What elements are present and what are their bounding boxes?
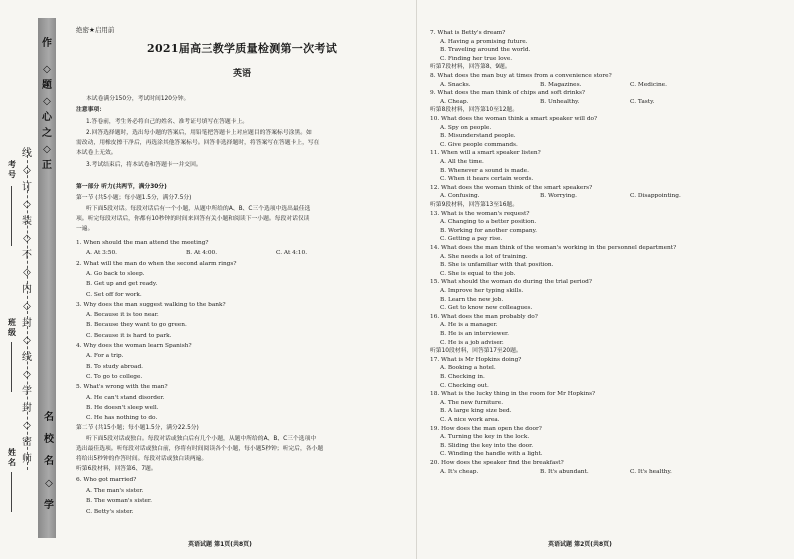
question-option: B. At 4:00. bbox=[186, 250, 218, 257]
binding-col-char: 封 bbox=[22, 403, 32, 414]
binding-col-char: 内 bbox=[22, 284, 32, 295]
question-option: B. Unhealthy. bbox=[540, 98, 580, 105]
question-stem: 13. What is the woman's request? bbox=[430, 210, 530, 217]
question-stem: 14. What does the man think of the woman's working in the personnel department? bbox=[430, 245, 677, 251]
exam-number-line bbox=[11, 186, 12, 246]
question-option: C. Getting a pay rise. bbox=[440, 236, 503, 243]
bar-label: 之 bbox=[42, 128, 52, 139]
question-stem: 20. How does the speaker find the breakfast? bbox=[430, 460, 564, 466]
question-option: B. A large king size bed. bbox=[440, 408, 512, 415]
question-option: C. A nice work area. bbox=[440, 417, 500, 423]
secret-mark: 绝密★启用前 bbox=[76, 26, 115, 34]
name-line bbox=[11, 472, 12, 512]
question-stem: 11. When will a smart speaker listen? bbox=[430, 150, 541, 157]
bar-label: 心 bbox=[42, 112, 52, 123]
question-stem: 18. What is the lucky thing in the room for Mr Hopkins? bbox=[430, 391, 596, 398]
listen-instruction: 听第6段材料，回答第6、7题。 bbox=[76, 466, 157, 472]
question-option: A. He is a manager. bbox=[440, 322, 498, 329]
question-stem: 12. What does the woman think of the smart speakers? bbox=[430, 184, 593, 191]
section2-desc: 听下面5段对话或独白。每段对话或独白后有几个小题，从题中所给的A、B、C三个选项中 bbox=[86, 436, 317, 442]
section2-desc: 将给出5秒钟的作答时间。每段对话或独白读两遍。 bbox=[76, 456, 208, 462]
field-label-class: 班级 bbox=[8, 318, 16, 337]
question-option: B. Worrying. bbox=[540, 193, 577, 200]
question-option: B. Get up and get ready. bbox=[86, 281, 158, 288]
question-option: A. The man's sister. bbox=[86, 487, 144, 494]
binding-col-char: 不 bbox=[22, 250, 32, 261]
question-option: C. Disappointing. bbox=[630, 193, 681, 200]
question-option: A. Having a promising future. bbox=[440, 38, 528, 45]
question-option: C. Set off for work. bbox=[86, 291, 142, 298]
question-stem: 3. Why does the man suggest walking to the bank? bbox=[76, 301, 226, 308]
question-option: B. She is unfamiliar with that position. bbox=[440, 262, 554, 269]
question-option: C. Betty's sister. bbox=[86, 508, 134, 515]
question-option: B. The woman's sister. bbox=[86, 498, 152, 504]
question-option: C. Finding her true love. bbox=[440, 55, 513, 62]
binding-col-char: 学 bbox=[22, 386, 32, 397]
question-option: A. All the time. bbox=[440, 159, 484, 165]
notes-heading: 注意事项： bbox=[76, 107, 105, 113]
question-stem: 1. When should the man attend the meeting? bbox=[76, 240, 209, 246]
bar-label: ◇ bbox=[43, 144, 51, 155]
exam-title: 2021届高三教学质量检测第一次考试 bbox=[146, 42, 337, 55]
binding-col-char: ◇ bbox=[23, 199, 31, 210]
question-option: A. The new furniture. bbox=[440, 399, 504, 406]
question-stem: 16. What does the man probably do? bbox=[430, 313, 538, 320]
note-line: 需改动，用橡皮擦干净后，再选涂其他答案标号。回答非选择题时，将答案写在答题卡上，写在 bbox=[76, 140, 320, 146]
binding-col-char: ◇ bbox=[23, 369, 31, 380]
question-option: B. Sliding the key into the door. bbox=[440, 442, 534, 449]
section2-heading: 第二节 (共15小题；每小题1.5分，满分22.5分) bbox=[76, 425, 199, 431]
question-stem: 19. How does the man open the door? bbox=[430, 425, 542, 432]
question-option: B. He doesn't sleep well. bbox=[86, 404, 159, 411]
bar-label: 作 bbox=[42, 38, 52, 49]
note-line: 1.答卷前，考生务必将自己的姓名、准考证号填写在答题卡上。 bbox=[86, 119, 249, 125]
bar-label: 名 bbox=[44, 412, 54, 423]
question-stem: 4. Why does the woman learn Spanish? bbox=[76, 343, 192, 349]
question-option: A. Go back to sleep. bbox=[86, 270, 145, 277]
binding-col-char: 线 bbox=[22, 352, 32, 363]
question-option: A. Cheap. bbox=[440, 98, 469, 105]
question-stem: 17. What is Mr Hopkins doing? bbox=[430, 356, 522, 363]
question-option: C. At 4:10. bbox=[276, 250, 308, 257]
question-option: C. To go to college. bbox=[86, 373, 143, 380]
question-stem: 15. What should the woman do during the trial period? bbox=[430, 279, 592, 286]
question-option: C. Give people commands. bbox=[440, 141, 518, 148]
question-option: B. Checking in. bbox=[440, 374, 485, 380]
bar-label: ◇ bbox=[45, 478, 53, 489]
binding-col-char: ◇ bbox=[23, 301, 31, 312]
question-option: A. Because it is too near. bbox=[86, 312, 159, 319]
question-option: C. He is a job adviser. bbox=[440, 339, 504, 346]
section1-heading: 第一节 (共5小题；每小题1.5分，满分7.5分) bbox=[76, 195, 192, 201]
question-stem: 8. What does the man buy at times from a convenience store? bbox=[430, 73, 612, 79]
question-option: A. Snacks. bbox=[440, 81, 471, 88]
bar-label: 学 bbox=[44, 500, 54, 511]
question-option: A. Spy on people. bbox=[440, 124, 492, 131]
question-option: A. Booking a hotel. bbox=[440, 365, 496, 372]
question-stem: 6. Who got married? bbox=[76, 477, 137, 483]
question-stem: 2. What will the man do when the second alarm rings? bbox=[76, 260, 237, 267]
question-option: B. Traveling around the world. bbox=[440, 47, 531, 54]
binding-col-char: 装 bbox=[22, 216, 32, 227]
question-option: A. Confusing. bbox=[440, 193, 480, 200]
class-line bbox=[11, 342, 12, 392]
intro-line: 本试卷满分150分，考试时间120分钟。 bbox=[86, 96, 190, 102]
note-line: 本试卷上无效。 bbox=[76, 150, 117, 156]
question-stem: 7. What is Betty's dream? bbox=[430, 30, 506, 36]
bar-label: ◇ bbox=[43, 64, 51, 75]
question-option: A. For a trip. bbox=[86, 353, 124, 360]
question-option: B. Because they want to go green. bbox=[86, 322, 187, 329]
question-stem: 10. What does the woman think a smart speaker will do? bbox=[430, 116, 598, 122]
question-option: C. When it hears certain words. bbox=[440, 176, 534, 183]
question-stem: 5. What's wrong with the man? bbox=[76, 384, 168, 391]
question-option: C. Winding the handle with a light. bbox=[440, 451, 543, 458]
question-option: C. Tasty. bbox=[630, 98, 655, 105]
question-option: A. She needs a lot of training. bbox=[440, 253, 528, 260]
footer-left: 英语试题 第1页(共8页) bbox=[188, 541, 252, 548]
note-line: 3.考试结束后，将本试卷和答题卡一并交回。 bbox=[86, 162, 202, 168]
bar-label: 校 bbox=[44, 434, 54, 445]
field-label-exam-number: 考号 bbox=[8, 160, 16, 179]
subject-title: 英语 bbox=[232, 69, 251, 79]
question-option: B. Learn the new job. bbox=[440, 296, 504, 303]
question-option: A. He can't stand disorder. bbox=[86, 394, 165, 401]
question-option: C. Medicine. bbox=[630, 81, 667, 88]
listen-instruction: 听第10段材料，回答第17至20题。 bbox=[430, 348, 522, 355]
section2-desc: 选出最佳选项。听每段对话或独白前，你将有时间阅读各个小题，每小题5秒钟；听完后，各小题 bbox=[76, 446, 324, 452]
bar-label: 名 bbox=[44, 456, 54, 467]
binding-col-char: 线 bbox=[22, 148, 32, 159]
listen-instruction: 听第7段材料，回答第8、9题。 bbox=[430, 64, 511, 71]
question-option: C. He has nothing to do. bbox=[86, 415, 158, 422]
note-line: 2.回答选择题时，选出每小题的答案后，用铅笔把答题卡上对应题目的答案标号涂黑。如 bbox=[86, 130, 312, 136]
binding-col-char: ◇ bbox=[23, 420, 31, 431]
binding-col-char: 订 bbox=[22, 182, 32, 193]
question-option: A. It's cheap. bbox=[440, 468, 479, 475]
listen-instruction: 听第8段材料，回答第10至12题。 bbox=[430, 107, 519, 114]
question-option: A. Changing to a better position. bbox=[440, 219, 537, 226]
section1-desc: 听下面5段对话。每段对话后有一个小题，从题中所给的A、B、C三个选项中选出最佳选 bbox=[86, 206, 311, 212]
question-option: A. Turning the key in the lock. bbox=[440, 434, 530, 441]
question-option: B. Working for another company. bbox=[440, 227, 537, 234]
question-option: C. Because it is hard to park. bbox=[86, 332, 172, 339]
field-label-name: 姓名 bbox=[8, 448, 16, 467]
question-option: C. It's healthy. bbox=[630, 468, 672, 475]
binding-col-char: ◇ bbox=[23, 165, 31, 176]
binding-col-char: ◇ bbox=[23, 267, 31, 278]
bar-label: 正 bbox=[42, 160, 52, 171]
section1-desc: 项。听完每段对话后，你都有10秒钟的时间来回答有关小题和阅读下一小题。每段对话仅读 bbox=[76, 216, 310, 222]
question-option: B. Magazines. bbox=[540, 81, 582, 88]
binding-col-char: 封 bbox=[22, 318, 32, 329]
footer-right: 英语试题 第2页(共8页) bbox=[548, 541, 612, 548]
question-option: C. Checking out. bbox=[440, 382, 489, 389]
question-option: B. Whenever a sound is made. bbox=[440, 167, 529, 174]
question-option: A. Improve her typing skills. bbox=[440, 288, 524, 294]
binding-col-char: 密 bbox=[22, 437, 32, 448]
question-option: B. It's abundant. bbox=[540, 468, 589, 475]
bar-label: ◇ bbox=[43, 96, 51, 107]
bar-label: 题 bbox=[42, 80, 52, 91]
listen-instruction: 听第9段材料，回答第13至16题。 bbox=[430, 202, 519, 208]
question-option: C. Get to know new colleagues. bbox=[440, 305, 533, 312]
question-option: B. He is an interviewer. bbox=[440, 331, 510, 337]
question-option: C. She is equal to the job. bbox=[440, 270, 516, 277]
binding-strip bbox=[0, 0, 70, 559]
section1-desc: 一遍。 bbox=[76, 226, 94, 232]
question-option: B. Misunderstand people. bbox=[440, 133, 516, 140]
question-stem: 9. What does the man think of chips and soft drinks? bbox=[430, 90, 586, 97]
binding-col-char: ◇ bbox=[23, 335, 31, 346]
binding-col-char: ◇ bbox=[23, 233, 31, 244]
part1-heading: 第一部分 听力(共两节，满分30分) bbox=[76, 184, 167, 190]
question-option: A. At 3:50. bbox=[86, 250, 117, 257]
question-option: B. To study abroad. bbox=[86, 363, 143, 370]
binding-col-char: 师 bbox=[22, 454, 32, 465]
